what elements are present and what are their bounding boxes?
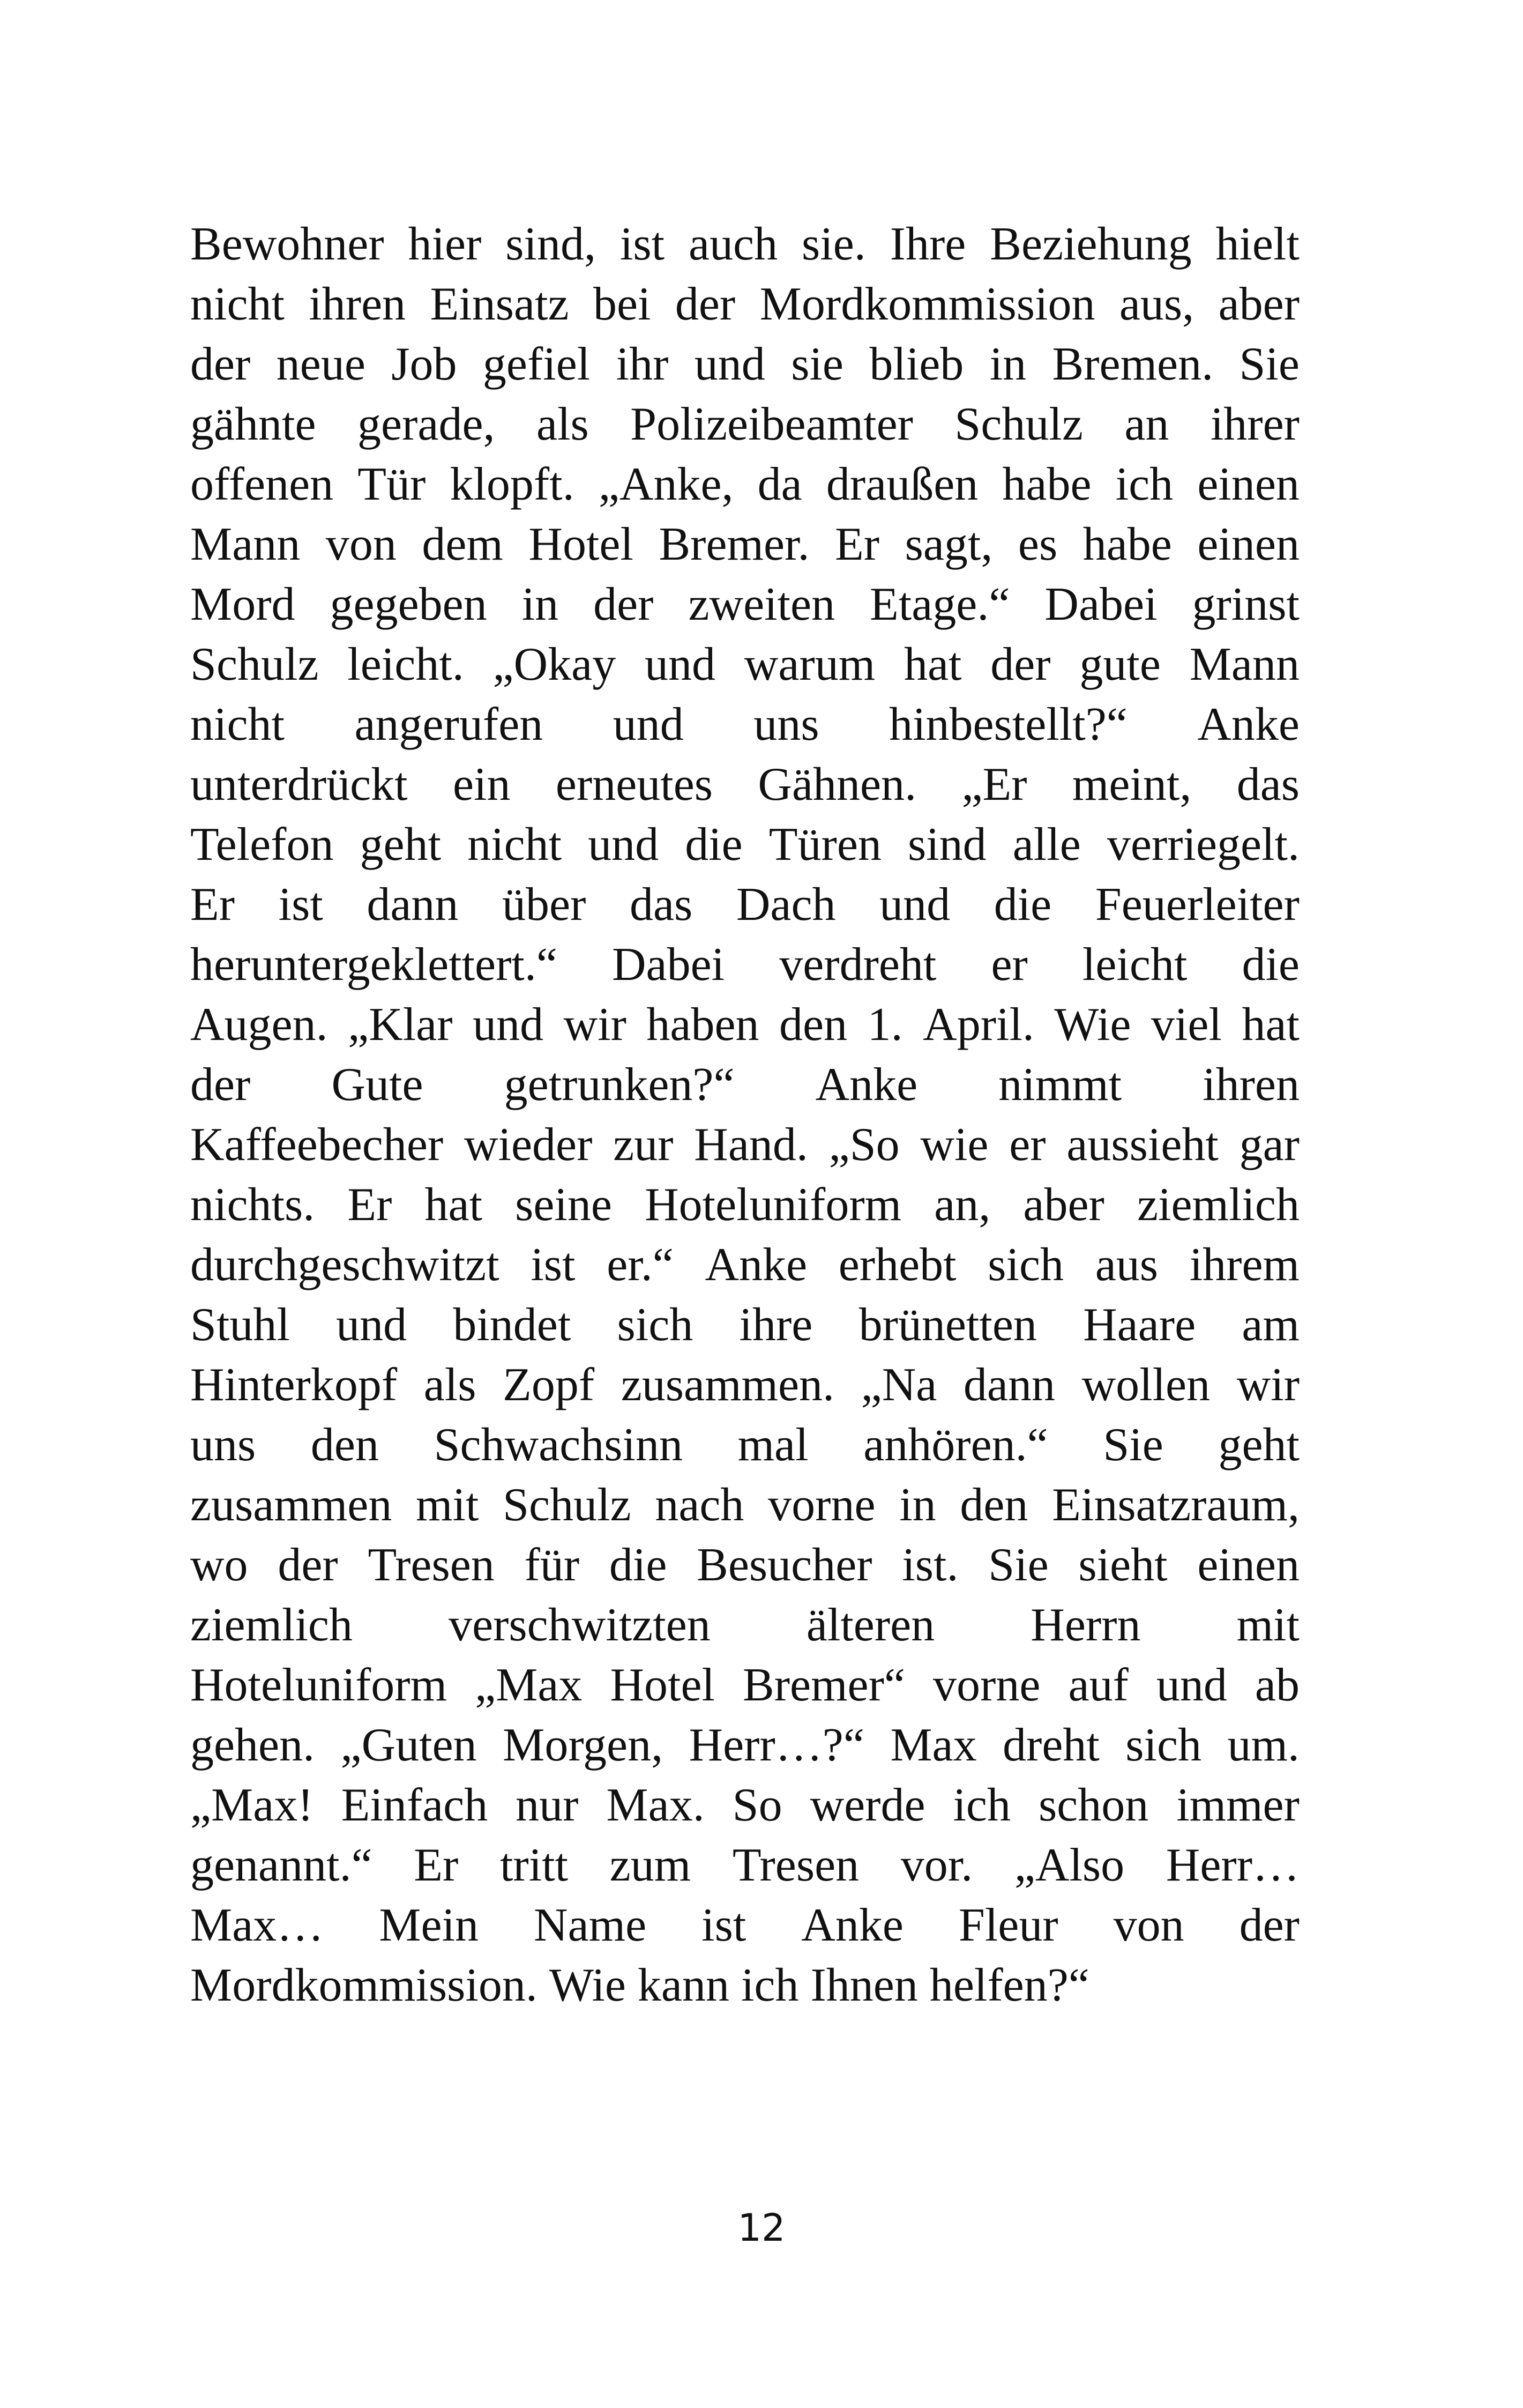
word: Mann: [190, 518, 301, 570]
word: offenen: [190, 458, 334, 510]
word: geht: [1218, 1419, 1300, 1471]
word: „So: [828, 1119, 900, 1171]
word: erhebt: [838, 1239, 957, 1291]
word: ihrem: [1189, 1239, 1300, 1291]
word: leicht: [1082, 939, 1188, 991]
word: und: [613, 698, 684, 750]
word: Tür: [357, 458, 426, 510]
text-line: [190, 335, 1300, 395]
word: nimmt: [998, 1059, 1122, 1111]
word: wir: [563, 999, 626, 1051]
word: einen: [1197, 458, 1300, 510]
word: seine: [515, 1179, 612, 1231]
text-line-last: [190, 1956, 1300, 2016]
word: hier: [408, 218, 482, 270]
word: „Guten: [340, 1719, 477, 1771]
text-line: [190, 635, 1300, 695]
text-line: [190, 1655, 1300, 1715]
word: Polizeibeamter: [630, 398, 913, 450]
word: Gute: [331, 1059, 423, 1111]
word: Haare: [1083, 1299, 1196, 1351]
word: sich: [988, 1239, 1064, 1291]
word: gegeben: [330, 578, 487, 630]
word: gefiel: [482, 338, 591, 390]
text-line: [190, 515, 1300, 575]
word: gute: [1079, 638, 1161, 690]
word: dann: [367, 879, 459, 931]
word: ziemlich: [1137, 1179, 1300, 1231]
text-line: [190, 1115, 1300, 1175]
word: unterdrückt: [190, 759, 408, 811]
word: sind: [907, 819, 987, 871]
word: die: [609, 1539, 667, 1591]
word: Besucher: [697, 1539, 872, 1591]
word: zur: [613, 1119, 674, 1171]
word: mal: [737, 1419, 809, 1471]
word: das: [1236, 759, 1300, 811]
word: Herr…: [1166, 1839, 1300, 1891]
text-line: [190, 395, 1300, 455]
word: Anke: [801, 1899, 904, 1951]
word: Sie: [1239, 338, 1300, 390]
word: sind,: [505, 218, 596, 270]
text-line: [190, 575, 1300, 635]
text-line: [190, 1475, 1300, 1535]
word: das: [629, 879, 693, 931]
word: Anke: [705, 1239, 808, 1291]
word: meint,: [1072, 759, 1192, 811]
word: hinbestellt?“: [889, 698, 1128, 750]
word: und: [879, 879, 951, 931]
word: wieder: [464, 1119, 593, 1171]
word: nicht: [467, 819, 562, 871]
word: Bremer.: [659, 518, 810, 570]
word: zusammen.: [621, 1359, 835, 1411]
word: er.“: [607, 1239, 674, 1291]
word: verdreht: [779, 939, 937, 991]
text-line: [190, 1835, 1300, 1896]
word: Er: [190, 879, 235, 931]
word: habe: [1002, 458, 1092, 510]
word: älteren: [806, 1599, 935, 1651]
word: erneutes: [555, 759, 713, 811]
word: um.: [1227, 1719, 1300, 1771]
word: heruntergeklettert.“: [190, 939, 557, 991]
word: Schulz: [954, 398, 1083, 450]
word: Türen: [768, 819, 882, 871]
word: von: [325, 518, 397, 570]
word: Bewohner: [190, 218, 384, 270]
word: an,: [934, 1179, 991, 1231]
word: aus,: [1119, 278, 1194, 330]
word: ihr: [616, 338, 669, 390]
word: nach: [655, 1479, 744, 1531]
word: dem: [422, 518, 503, 570]
word: wo: [190, 1539, 248, 1591]
word: da: [757, 458, 802, 510]
text-line: [190, 1595, 1300, 1655]
text-line: [190, 935, 1300, 995]
word: verriegelt.: [1107, 819, 1300, 871]
text-line: [190, 1535, 1300, 1595]
word: April.: [923, 999, 1034, 1051]
word: „Max!: [190, 1779, 313, 1831]
word: So: [732, 1779, 782, 1831]
word: ist: [619, 218, 665, 270]
word: aussieht: [1066, 1119, 1219, 1171]
word: leicht.: [347, 638, 464, 690]
word: und: [473, 999, 544, 1051]
word: nur: [516, 1779, 579, 1831]
word: „Okay: [492, 638, 616, 690]
text-line: [190, 815, 1300, 875]
text-line: [190, 214, 1300, 274]
word: Max…: [190, 1899, 324, 1951]
word: vorne: [768, 1479, 876, 1531]
word: Mann: [1189, 638, 1300, 690]
text-line: [190, 274, 1300, 335]
word: bei: [593, 278, 651, 330]
word: sich: [1125, 1719, 1202, 1771]
text-line: [190, 695, 1300, 755]
word: alle: [1012, 819, 1081, 871]
word: anhören.“: [863, 1419, 1048, 1471]
text-line: [190, 1055, 1300, 1115]
word: gähnte: [190, 398, 316, 450]
word: der: [1239, 1899, 1300, 1951]
word: Sie: [988, 1539, 1049, 1591]
word: ziemlich: [190, 1599, 353, 1651]
word: immer: [1176, 1779, 1300, 1831]
word: Gähnen.: [758, 759, 917, 811]
word: in: [989, 338, 1027, 390]
word: der: [990, 638, 1051, 690]
word: angerufen: [354, 698, 543, 750]
word: Dabei: [612, 939, 725, 991]
word: Hand.: [694, 1119, 808, 1171]
word: viel: [1151, 999, 1222, 1051]
word: Einsatzraum,: [1052, 1479, 1300, 1531]
word: Hinterkopf: [190, 1359, 398, 1411]
word: Dach: [736, 879, 836, 931]
word: an: [1124, 398, 1169, 450]
word: hielt: [1215, 218, 1300, 270]
word: draußen: [826, 458, 979, 510]
word: ihren: [309, 278, 406, 330]
word: nicht: [190, 698, 285, 750]
word: als: [536, 398, 589, 450]
word: Schulz: [190, 638, 319, 690]
word: Bremen.: [1052, 338, 1214, 390]
word: sie.: [802, 218, 866, 270]
word: es: [1018, 518, 1058, 570]
word: Einsatz: [430, 278, 569, 330]
word: ihren: [1203, 1059, 1300, 1111]
word: mit: [1236, 1599, 1300, 1651]
word: Sie: [1103, 1419, 1163, 1471]
word: brünetten: [858, 1299, 1037, 1351]
word: einen: [1197, 1539, 1300, 1591]
text-line: [190, 1295, 1300, 1355]
word: zweiten: [688, 578, 835, 630]
word: hat: [1242, 999, 1300, 1051]
word: Morgen,: [503, 1719, 663, 1771]
word: Tresen: [368, 1539, 495, 1591]
word: und: [588, 819, 659, 871]
word: vor.: [900, 1839, 973, 1891]
word: kann: [637, 1959, 729, 2011]
word: den: [960, 1479, 1028, 1531]
word: ist: [278, 879, 323, 931]
word: „Klar: [348, 999, 453, 1051]
word: Wie: [1054, 999, 1131, 1051]
word: Augen.: [190, 999, 328, 1051]
word: Er: [835, 518, 880, 570]
word: Einfach: [341, 1779, 488, 1831]
text-line: [190, 875, 1300, 935]
word: bindet: [453, 1299, 571, 1351]
word: am: [1242, 1299, 1300, 1351]
word: er: [1009, 1119, 1046, 1171]
word: Ihnen: [810, 1959, 918, 2011]
word: Ihre: [890, 218, 966, 270]
word: Max: [890, 1719, 977, 1771]
word: dann: [963, 1359, 1055, 1411]
word: der: [593, 578, 654, 630]
word: durchgeschwitzt: [190, 1239, 499, 1291]
word: grinst: [1192, 578, 1300, 630]
word: Mordkommission.: [190, 1959, 537, 2011]
word: ab: [1255, 1659, 1300, 1711]
word: gehen.: [190, 1719, 315, 1771]
text-line: [190, 1896, 1300, 1956]
text-line: [190, 1415, 1300, 1475]
word: Schwachsinn: [434, 1419, 683, 1471]
word: von: [1113, 1899, 1184, 1951]
word: gar: [1239, 1119, 1300, 1171]
word: Etage.“: [870, 578, 1010, 630]
word: Max.: [606, 1779, 705, 1831]
word: aber: [1218, 278, 1300, 330]
word: ich: [741, 1959, 799, 2011]
word: der: [675, 278, 736, 330]
word: zum: [609, 1839, 691, 1891]
word: einen: [1197, 518, 1300, 570]
text-line: [190, 1715, 1300, 1775]
word: Hotel: [610, 1659, 715, 1711]
word: der: [278, 1539, 338, 1591]
word: schon: [1038, 1779, 1149, 1831]
word: sagt,: [905, 518, 993, 570]
word: „Max: [475, 1659, 583, 1711]
word: der: [190, 338, 251, 390]
text-line: [190, 1775, 1300, 1835]
word: und: [694, 338, 765, 390]
word: nichts.: [190, 1179, 315, 1231]
word: uns: [190, 1419, 256, 1471]
word: und: [1156, 1659, 1227, 1711]
word: in: [899, 1479, 936, 1531]
word: wie: [920, 1119, 989, 1171]
word: 1.: [867, 999, 903, 1051]
word: Hoteluniform: [190, 1659, 447, 1711]
word: blieb: [869, 338, 964, 390]
word: ich: [1115, 458, 1174, 510]
word: Beziehung: [990, 218, 1192, 270]
word: Mord: [190, 578, 295, 630]
word: „Anke,: [598, 458, 734, 510]
word: helfen?“: [929, 1959, 1089, 2011]
word: sieht: [1078, 1539, 1168, 1591]
word: ist.: [902, 1539, 959, 1591]
word: Schulz: [503, 1479, 631, 1531]
word: ihrer: [1210, 398, 1300, 450]
word: getrunken?“: [504, 1059, 735, 1111]
text-line: [190, 995, 1300, 1055]
word: wollen: [1081, 1359, 1211, 1411]
word: mit: [416, 1479, 479, 1531]
word: „Er: [961, 759, 1027, 811]
word: Feuerleiter: [1095, 879, 1300, 931]
word: werde: [810, 1779, 925, 1831]
word: sie: [791, 338, 843, 390]
word: warum: [744, 638, 876, 690]
word: ihre: [739, 1299, 813, 1351]
word: nicht: [190, 278, 285, 330]
word: Herr…?“: [689, 1719, 864, 1771]
text-line: [190, 1355, 1300, 1415]
text-line: [190, 455, 1300, 515]
page-number: 12: [737, 2206, 786, 2250]
body-text: [190, 214, 1300, 2016]
word: ein: [452, 759, 511, 811]
word: der: [190, 1059, 251, 1111]
word: Zopf: [503, 1359, 595, 1411]
word: Anke: [1197, 698, 1300, 750]
word: gerade,: [357, 398, 495, 450]
word: die: [1242, 939, 1300, 991]
word: die: [685, 819, 743, 871]
word: geht: [360, 819, 442, 871]
word: Mein: [379, 1899, 479, 1951]
word: sich: [617, 1299, 693, 1351]
word: in: [521, 578, 559, 630]
word: vorne: [933, 1659, 1041, 1711]
word: haben: [646, 999, 759, 1051]
word: wir: [1236, 1359, 1300, 1411]
word: tritt: [499, 1839, 569, 1891]
word: dreht: [1003, 1719, 1100, 1771]
word: den: [779, 999, 848, 1051]
word: auf: [1068, 1659, 1129, 1711]
word: Hoteluniform: [645, 1179, 902, 1231]
word: Stuhl: [190, 1299, 290, 1351]
word: aus: [1095, 1239, 1159, 1291]
word: „Na: [861, 1359, 937, 1411]
word: Hotel: [528, 518, 633, 570]
word: und: [336, 1299, 407, 1351]
word: aber: [1023, 1179, 1104, 1231]
word: genannt.“: [190, 1839, 372, 1891]
word: Mordkommission: [759, 278, 1095, 330]
word: auch: [688, 218, 778, 270]
word: Job: [391, 338, 457, 390]
text-line: [190, 1235, 1300, 1295]
word: als: [423, 1359, 476, 1411]
word: Kaffeebecher: [190, 1119, 444, 1171]
word: Telefon: [190, 819, 334, 871]
word: ich: [953, 1779, 1011, 1831]
word: Herrn: [1031, 1599, 1141, 1651]
word: ist: [531, 1239, 576, 1291]
word: und: [645, 638, 715, 690]
word: uns: [753, 698, 819, 750]
word: Er: [347, 1179, 392, 1231]
word: ist: [701, 1899, 746, 1951]
word: er: [991, 939, 1028, 991]
word: über: [502, 879, 586, 931]
word: „Also: [1014, 1839, 1125, 1891]
word: den: [310, 1419, 379, 1471]
text-line: [190, 1175, 1300, 1235]
text-line: [190, 755, 1300, 815]
word: zusammen: [190, 1479, 392, 1531]
word: Tresen: [732, 1839, 860, 1891]
word: Anke: [815, 1059, 918, 1111]
word: Er: [414, 1839, 459, 1891]
word: Wie: [549, 1959, 626, 2011]
word: hat: [904, 638, 962, 690]
word: die: [994, 879, 1052, 931]
word: für: [524, 1539, 580, 1591]
word: Dabei: [1044, 578, 1158, 630]
word: Name: [534, 1899, 647, 1951]
word: neue: [276, 338, 365, 390]
word: Bremer“: [743, 1659, 905, 1711]
word: hat: [424, 1179, 483, 1231]
word: Fleur: [958, 1899, 1058, 1951]
word: verschwitzten: [449, 1599, 711, 1651]
word: klopft.: [450, 458, 574, 510]
word: habe: [1082, 518, 1172, 570]
